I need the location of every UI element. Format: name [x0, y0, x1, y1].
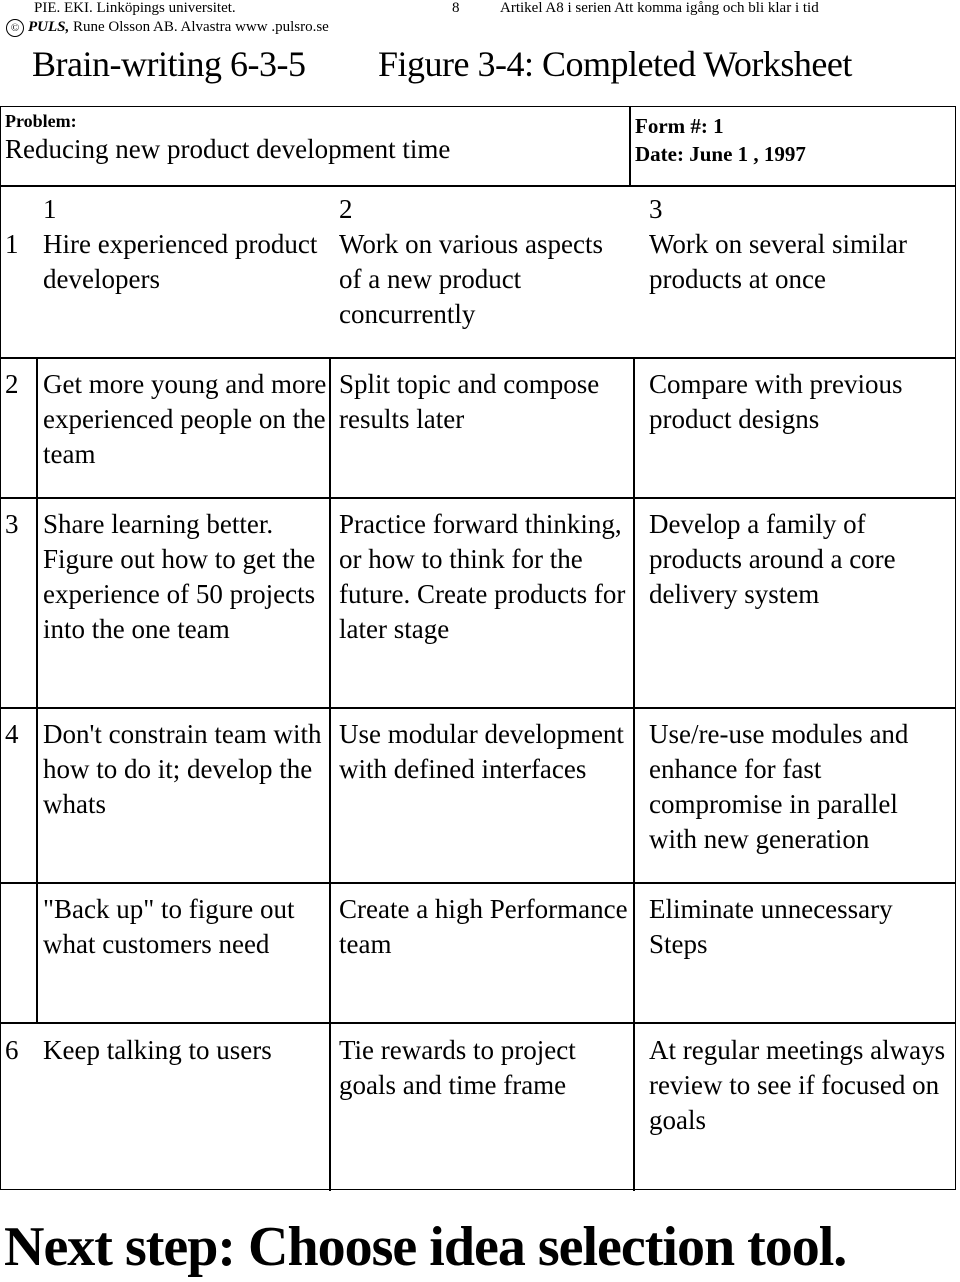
- idea-cell: Compare with previous product designs: [649, 369, 903, 434]
- row-number: 4: [5, 719, 19, 749]
- form-date: Date: June 1 , 1997: [635, 142, 806, 166]
- row-divider: [1, 357, 955, 359]
- header-rule: [1, 185, 955, 187]
- idea-cell: Use/re-use modules and enhance for fast compromise in parallel with new generation: [649, 719, 909, 854]
- page-header: [0, 0, 960, 16]
- idea-cell: Develop a family of products around a core delivery system: [649, 509, 896, 609]
- row-number: 1: [5, 229, 19, 259]
- idea-cell: Practice forward thinking, or how to think for the future. Create products for later stage: [339, 509, 626, 644]
- header-series: Artikel A8 i serien Att komma igång och bli klar i tid: [500, 0, 819, 16]
- idea-cell: Create a high Performance team: [339, 894, 628, 959]
- figure-title: Figure 3-4: Completed Worksheet: [378, 44, 852, 84]
- copyright-line: [6, 18, 329, 37]
- page-number: 8: [452, 0, 460, 16]
- copyright-icon: ©: [6, 19, 24, 37]
- row-divider: [1, 882, 955, 884]
- row-divider: [1, 1022, 955, 1024]
- idea-cell: Work on several similar products at once: [649, 229, 908, 294]
- row-number: 2: [5, 369, 19, 399]
- row-divider: [1, 497, 955, 499]
- idea-cell: Hire experienced product developers: [43, 229, 318, 294]
- row-divider: [1, 707, 955, 709]
- idea-cell: Don't constrain team with how to do it; develop the whats: [43, 719, 322, 819]
- header-institution: PIE. EKI. Linköpings universitet.: [34, 0, 236, 16]
- idea-cell: Get more young and more experienced people on the team: [43, 369, 327, 469]
- problem-label: Problem:: [5, 111, 77, 131]
- idea-cell: Split topic and compose results later: [339, 369, 600, 434]
- idea-cell: At regular meetings always review to see if focused on goals: [649, 1035, 946, 1135]
- header-divider: [629, 107, 631, 185]
- row-number: 3: [5, 509, 19, 539]
- worksheet-table: [0, 106, 956, 1190]
- column-number: 1: [43, 194, 57, 224]
- idea-cell: Work on various aspects of a new product concurrently: [339, 229, 604, 329]
- column-divider: [633, 357, 635, 1191]
- column-divider: [329, 357, 331, 1191]
- idea-cell: Tie rewards to project goals and time frame: [339, 1035, 576, 1100]
- method-title: Brain-writing 6-3-5: [32, 44, 306, 84]
- idea-cell: "Back up" to figure out what customers need: [43, 894, 295, 959]
- brand-logo: PULS,: [28, 19, 70, 35]
- idea-cell: Eliminate unnecessary Steps: [649, 894, 893, 959]
- idea-cell: Use modular development with defined interfaces: [339, 719, 624, 784]
- next-step-note: Next step: Choose idea selection tool.: [4, 1216, 847, 1278]
- column-number: 3: [649, 194, 663, 224]
- idea-cell: Share learning better. Figure out how to get the experience of 50 projects into the one team: [43, 509, 316, 644]
- problem-statement: Reducing new product development time: [5, 134, 451, 164]
- column-number: 2: [339, 194, 353, 224]
- row-number: 6: [5, 1035, 19, 1065]
- column-divider: [36, 357, 38, 1022]
- idea-cell: Keep talking to users: [43, 1035, 272, 1065]
- form-number: Form #: 1: [635, 114, 724, 138]
- company-text: Rune Olsson AB. Alvastra www .pulsro.se: [69, 19, 329, 35]
